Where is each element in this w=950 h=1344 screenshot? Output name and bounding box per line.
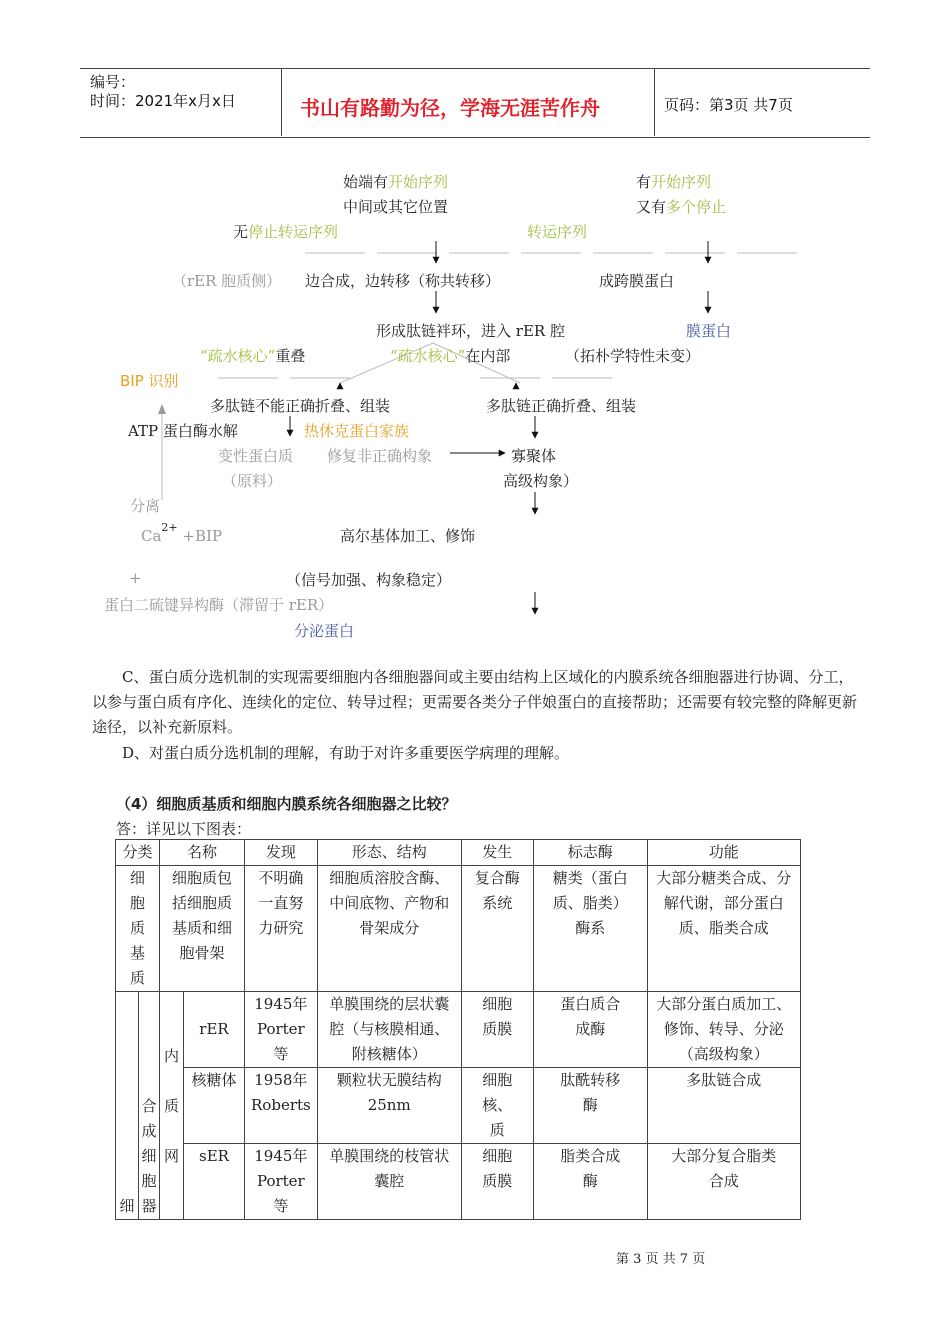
diagram-node: （原料） — [222, 472, 283, 490]
diagram-node: 无停止转运序列 — [233, 223, 339, 241]
table-cell: 单膜围绕的层状囊腔（与核膜相通、附核糖体） — [317, 992, 461, 1068]
doc-number-label: 编号： — [90, 73, 136, 91]
diagram-node: （拓朴学特性未变） — [565, 347, 701, 365]
diagram-node: “疏水核心”在内部 — [390, 347, 511, 365]
table-cell: 糖类（蛋白质、脂类）酶系 — [533, 866, 647, 992]
diagram-node: 形成肽链袢环，进入 rER 腔 — [376, 322, 565, 340]
table-cell: 复合酶系统 — [461, 866, 533, 992]
diagram-node: 修复非正确构象 — [327, 447, 433, 465]
table-cell: 细胞质包括细胞质基质和细胞骨架 — [160, 866, 245, 992]
table-cell: 细胞核、质 — [461, 1068, 533, 1144]
diagram-node: $Ca^{2+} +BIP$ — [141, 521, 223, 545]
arrow-up-icon — [158, 404, 166, 414]
table-header-cell: 发现 — [245, 840, 318, 866]
table-cell: 蛋白质合成酶 — [533, 992, 647, 1068]
section-title: （4）细胞质基质和细胞内膜系统各细胞器之比较？ — [116, 795, 457, 813]
table-cell: 1945年Porter等 — [245, 992, 318, 1068]
diagram-node: 高尔基体加工、修饰 — [340, 527, 476, 545]
diagram-node: 高级构象） — [503, 472, 579, 490]
table-cell: sER — [184, 1144, 245, 1220]
table-cell: 细胞质膜 — [461, 1144, 533, 1220]
diagram-node: 热休克蛋白家族 — [304, 422, 410, 440]
diagram-node: BIP 识别 — [120, 372, 179, 390]
table-cell: 大部分糖类合成、分解代谢，部分蛋白质、脂类合成 — [647, 866, 800, 992]
diagram-node: 蛋白二硫键异构酶（滞留于 rER） — [104, 596, 334, 614]
diagram-node: “疏水核心”重叠 — [200, 347, 306, 365]
diagram-node: 始端有开始序列 — [343, 173, 449, 191]
table-header-cell: 功能 — [647, 840, 800, 866]
table-cell-subcategory: 合成细胞器 — [139, 992, 160, 1220]
diagram-node: 边合成，边转移（称共转移） — [305, 272, 501, 290]
table-cell: 大部分蛋白质加工、修饰、转导、分泌（高级构象） — [647, 992, 800, 1068]
table-row — [116, 866, 801, 992]
table-cell-category: 细 — [116, 992, 139, 1220]
diagram-node: 中间或其它位置 — [343, 198, 449, 216]
table-cell: 核糖体 — [184, 1068, 245, 1144]
diagram-node: 成跨膜蛋白 — [599, 272, 675, 290]
table-cell: 细胞质基质 — [116, 866, 160, 992]
table-cell-er: 内质网 — [160, 992, 184, 1220]
table-cell: 不明确一直努力研究 — [245, 866, 318, 992]
table-row — [116, 992, 801, 1068]
diagram-node: 变性蛋白质 — [218, 447, 294, 465]
diagram-node: ATP 蛋白酶水解 — [128, 422, 238, 440]
header-motto: 书山有路勤为径，学海无涯苦作舟 — [300, 96, 600, 120]
table-cell: 颗粒状无膜结构25nm — [317, 1068, 461, 1144]
table-cell: 细胞质膜 — [461, 992, 533, 1068]
diagram-node: 膜蛋白 — [686, 322, 732, 340]
table-cell: 1958年Roberts — [245, 1068, 318, 1144]
page-number-label: 页码：第3页 共7页 — [664, 96, 793, 114]
table-cell: 脂类合成酶 — [533, 1144, 647, 1220]
diagram-node: 多肽链正确折叠、组装 — [486, 397, 637, 415]
table-cell: 肽酰转移酶 — [533, 1068, 647, 1144]
page-footer: 第 3 页 共 7 页 — [616, 1252, 706, 1267]
paragraph-d: D、对蛋白质分选机制的理解，有助于对许多重要医学病理的理解。 — [122, 744, 570, 762]
table-row — [116, 1068, 801, 1144]
paragraph-c: C、蛋白质分选机制的实现需要细胞内各细胞器间或主要由结构上区域化的内膜系统各细胞器进行协调、分工，以参与蛋白质有序化、连续化的定位、转导过程；更需要各类分子伴娘蛋白的直接帮助；还需要有较完整的降解更新途径，以补充新原料。 — [92, 668, 858, 736]
doc-date-label: 时间：2021年x月x日 — [90, 92, 236, 110]
diagram-node: 分离 — [130, 497, 161, 515]
table-header-cell: 分类 — [116, 840, 160, 866]
comparison-table — [115, 839, 801, 1220]
table-header-row — [116, 840, 801, 866]
table-row — [116, 1144, 801, 1220]
table-cell: 大部分复合脂类合成 — [647, 1144, 800, 1220]
diagram-node: 寡聚体 — [511, 447, 557, 465]
diagram-node: （rER 胞质侧） — [172, 272, 282, 290]
table-header-cell: 形态、结构 — [317, 840, 461, 866]
table-cell: rER — [184, 992, 245, 1068]
diagram-node: 有开始序列 — [636, 173, 712, 191]
diagram-node: + — [129, 569, 142, 587]
table-cell: 细胞质溶胶含酶、中间底物、产物和骨架成分 — [317, 866, 461, 992]
answer-intro: 答：详见以下图表： — [116, 820, 252, 838]
table-cell: 单膜围绕的枝管状囊腔 — [317, 1144, 461, 1220]
table-header-cell: 发生 — [461, 840, 533, 866]
table-header-cell: 标志酶 — [533, 840, 647, 866]
table-cell: 多肽链合成 — [647, 1068, 800, 1144]
table-cell: 1945年Porter等 — [245, 1144, 318, 1220]
table-header-cell: 名称 — [160, 840, 245, 866]
diagram-node: 转运序列 — [527, 223, 588, 241]
diagram-node: （信号加强、构象稳定） — [286, 571, 452, 589]
diagram-node: 多肽链不能正确折叠、组装 — [210, 397, 391, 415]
diagram-node: 分泌蛋白 — [294, 622, 355, 640]
diagram-node: 又有多个停止 — [636, 198, 727, 216]
